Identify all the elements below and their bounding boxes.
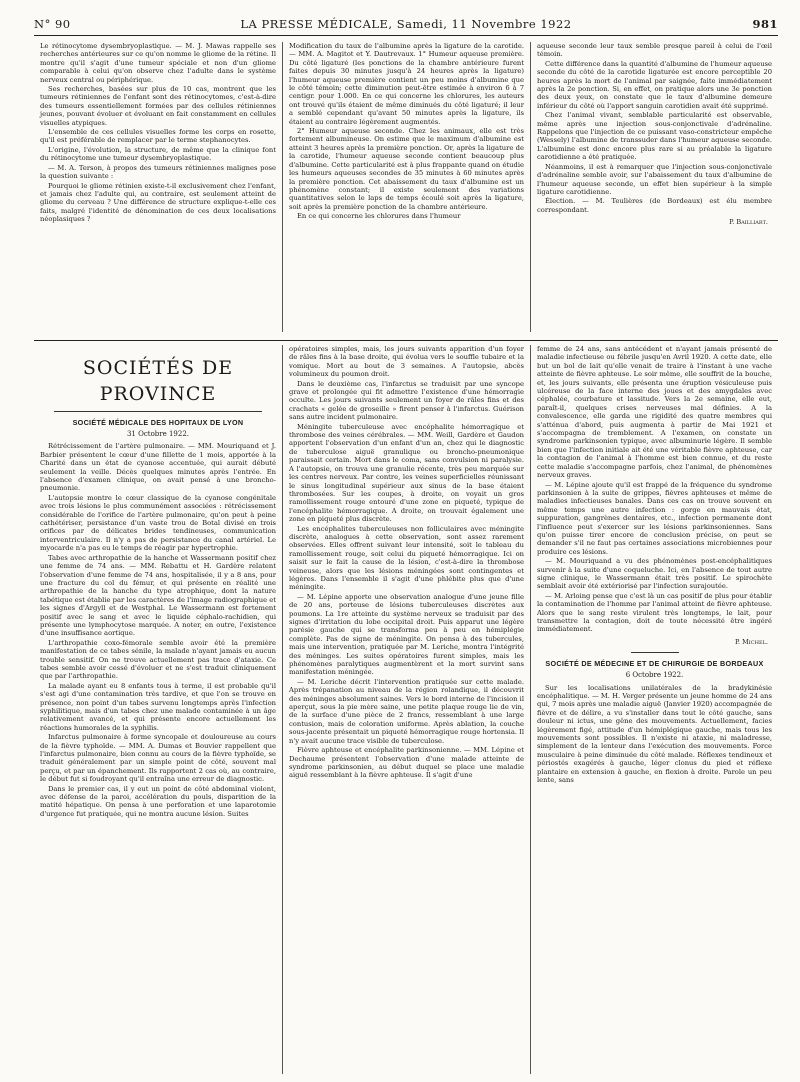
paragraph: aqueuse seconde leur taux semble presque pareil à celui de l'œil témoin. xyxy=(537,42,772,59)
bottom-column-3 xyxy=(530,345,778,1074)
session-date: 31 Octobre 1922. xyxy=(126,430,190,438)
author-signature: P. Bailliart. xyxy=(729,218,768,227)
paragraph: — M. Leriche décrit l'intervention pratiquée sur cette malade. Après trépanation au niveau de la région rolandique, il découvrit des méninges absolument saines. Vers le bord interne de l'incision il aperçut, sous la pie mère saine, une petite plaque rouge lie de vin, de la surface d'une pièce de 2 francs, ressemblant à une large contusion, mais de coloration uniforme. Après ablation, la couche sous-jacente présentait un piqueté hémorragique rouge hortensia. Il n'y avait aucune trace visible de tuberculose. xyxy=(289,677,524,745)
paragraph: Infarctus pulmonaire à forme syncopale et douloureuse au cours de la fièvre typhoïde. — MM. A. Dumas et Bouvier rappellent que l'infarctus pulmonaire, bien connu au cours de la fièvre typhoïde, se traduit généralement par un simple point de côté, souvent mal perçu, et par un épanchement. Ils rapportent 2 cas où, au contraire, le début fut si foudroyant qu'il entraîna une erreur de diagnostic. xyxy=(40,733,276,784)
section-title: SOCIÉTÉS DE PROVINCE xyxy=(82,357,234,405)
paragraph: Élection. — M. Teulières (de Bordeaux) est élu membre correspondant. xyxy=(537,197,772,214)
page-number: 981 xyxy=(752,17,778,31)
journal-title: LA PRESSE MÉDICALE, Samedi, 11 Novembre 1922 xyxy=(240,17,572,31)
paragraph: Dans le premier cas, il y eut un point de côté abdominal violent, avec défense de la paroi, accélération du pouls, disparition de la matité hépatique. On pensa à une perforation et une laparotomie d'urgence fut pratiquée, qui ne montra aucune lésion. Suites xyxy=(40,784,276,818)
top-column-1 xyxy=(34,42,282,332)
paragraph: La malade ayant eu 8 enfants tous à terme, il est probable qu'il s'est agi d'une contamination très tardive, et que l'on se trouve en présence, non point d'un tabes survenu longtemps après l'infection syphilitique, mais d'un tabes chez une malade contaminée à un âge relativement avancé, et qui présente encore actuellement les réactions humorales de la syphilis. xyxy=(40,681,276,732)
paragraph: L'ensemble de ces cellules visuelles forme les corps en rosette, qu'il est préférable de remplacer par le terme stephanocytes. xyxy=(40,128,276,145)
paragraph: Pourquoi le gliome rétinien existe-t-il exclusivement chez l'enfant, et jamais chez l'adulte qui, au contraire, est seulement atteint de gliome du cerveau ? Une différence de structure explique-t-elle ces faits, malgré l'identité de dénomination de ces deux localisations néoplasiques ? xyxy=(40,181,276,224)
paragraph: — M. Mouriquand a vu des phénomènes post-encéphalitiques survenir à la suite d'une coqueluche. Ici, en l'absence de tout autre signe clinique, le Wassermann était très positif. Le spirochète semblait avoir été extériorisé par l'infection surajoutée. xyxy=(537,557,772,591)
top-band xyxy=(34,42,778,332)
paragraph: L'autopsie montre le cœur classique de la cyanose congénitale avec trois lésions le plus communément associées : rétrécissement considérable de l'orifice de l'artère pulmonaire, qu'on peut à peine cathétériser, persistance d'un vaste trou de Botal divisé en trois orifices par de délicates brides tendineuses, communication interventriculaire. Il n'y a pas de persistance du canal artériel. Le myocarde n'a pas eu le temps de réagir par hypertrophie. xyxy=(40,493,276,553)
author-signature: P. Michel. xyxy=(734,637,768,646)
running-header xyxy=(34,14,778,36)
paragraph: Modification du taux de l'albumine après la ligature de la carotide. — MM. A. Magitot et Y. Dautrevaux. 1° Humeur aqueuse première. Du côté ligaturé (les ponctions de la chambre antérieure furent faites depuis 30 minutes jusqu'à 24 heures après la ligature) l'humeur aqueuse première contient un peu moins d'albumine que le côté témoin; cette diminution peut-être estimée à environ 6 à 7 centigr. pour 1.000. En ce qui concerne les chlorures, les auteurs ont trouvé qu'ils étaient de même diminués du côté ligaturé; il leur a semblé cependant qu'avant 50 minutes après la ligature, ils étaient au contraire légèrement augmentés. xyxy=(289,42,524,126)
paragraph: En ce qui concerne les chlorures dans l'humeur xyxy=(297,212,461,221)
paragraph: Néanmoins, il est à remarquer que l'injection sous-conjonctivale d'adrénaline semble avoir, sur l'abaissement du taux d'albumine de l'humeur aqueuse seconde, un effet bien supérieur à la simple ligature carotidienne. xyxy=(537,162,772,196)
paragraph: — M. Lépine apporte une observation analogue d'une jeune fille de 20 ans, porteuse de lésions tuberculeuses discrètes aux poumons. La 1re atteinte du système nerveux se traduisit par des signes d'irritation du lobe occipital droit. Puis apparut une légère parésie gauche qui se transforma peu à peu en hémiplégie complète. Pas de signe de méningite. On pensa à des tubercules, mais une intervention, pratiquée par M. Leriche, montra l'intégrité des méninges. Les suites opératoires furent simples, mais les phénomènes paralytiques augmentèrent et la mort survint sans manifestation méningée. xyxy=(289,592,524,677)
top-column-3 xyxy=(530,42,778,332)
bottom-column-2 xyxy=(282,345,530,1074)
paragraph: L'origine, l'évolution, la structure, de même que la clinique font du rétinocytome une tumeur dysembryoplastique. xyxy=(40,145,276,163)
paragraph: femme de 24 ans, sans antécédent et n'ayant jamais présenté de maladie infectieuse ou fébrile jusqu'en Avril 1920. A cette date, elle but un bol de lait qu'elle venait de traire à l'instant à une vache atteinte de fièvre aphteuse. Le soir même, elle souffrit de la bouche, et, les jours suivants, elle présenta une éruption vésiculeuse puis ulcéreuse de la face interne des joues et des amygdales avec céphalée, courbature et lassitude. Vers la 2e semaine, elle eut, paraît-il, quelques crises nerveuses mal définies. A la convalescence, elle garda une rigidité des quatre membres qui s'atténua d'abord, puis augmenta à partir de Mai 1921 et s'accompagna de tremblement. A l'examen, on constate un syndrome parkinsonien typique, avec albuminurie légère. Il semble bien que l'infection initiale ait été une véritable fièvre aphteuse, car la contagion de l'animal à l'homme est bien connue, et du reste cette maladie s'accompagne parfois, chez l'animal, de phénomènes nerveux graves. xyxy=(537,345,772,480)
paragraph: Rétrécissement de l'artère pulmonaire. — MM. Mouriquand et J. Barbier présentent le cœur d'une fillette de 1 mois, apportée à la Charité dans un état de cyanose accentuée, qui aurait débuté seulement la veille. Décès quelques minutes après l'entrée. En l'absence d'examen clinique, on avait pensé à une broncho-pneumonie. xyxy=(40,442,276,493)
paragraph: opératoires simples, mais, les jours suivants apparition d'un foyer de râles fins à la base droite, qui évolua vers le souffle tubaire et la vomique. Mort au bout de 3 semaines. A l'autopsie, abcès volumineux du poumon droit. xyxy=(289,345,524,379)
society-heading: SOCIÉTÉ MÉDICALE DES HOPITAUX DE LYON xyxy=(72,418,244,427)
section-divider xyxy=(631,652,679,653)
top-column-2 xyxy=(282,42,530,332)
paragraph: Les encéphalites tuberculeuses non folliculaires avec méningite discrète, analogues à cette observation, sont assez rarement observées. Elles offrent suivant leur intensité, soit le tableau du ramollissement rouge, soit celui du piqueté hémorragique. Ici on saisit sur le fait la cause de la lésion, c'est-à-dire la thrombose veineuse, alors que les lésions méningées sont contingentes et légères. Dans l'ensemble il s'agit d'une phlébite plus que d'une méningite. xyxy=(289,524,524,592)
paragraph: Le rétinocytome dysembryoplastique. — M. J. Mawas rappelle ses recherches antérieures sur ce qu'on nomme le gliome de la rétine. Il montre qu'il s'agit d'une tumeur spéciale et non d'un gliome comparable à celui qu'on observe chez l'adulte dans le système nerveux central ou périphérique. xyxy=(40,42,276,84)
issue-number: N° 90 xyxy=(34,17,71,31)
paragraph: — M. Arloing pense que c'est là un cas positif de plus pour établir la contamination de l'homme par l'animal atteint de fièvre aphteuse. Alors que le sang reste virulent très longtemps, le lait, pour transmettre la contagion, doit de toute nécessité être ingéré immédiatement. xyxy=(537,591,772,634)
paragraph: — M. Lépine ajoute qu'il est frappé de la fréquence du syndrome parkinsonien à la suite de grippes, fièvres aphteuses et même de maladies infectieuses banales. Dans ces cas on trouve souvent en même temps une autre infection : gorge en mauvais état, suppuration, gangrènes dentaires, etc., infection permanente dont l'influence peut s'exercer sur les lésions parkinsoniennes. Sans qu'on puisse tirer encore de conclusion précise, on peut se demander s'il ne faut pas certaines associations microbiennes pour produire ces lésions. xyxy=(537,480,772,556)
paragraph: Dans le deuxième cas, l'infarctus se traduisit par une syncope grave et prolongée qui fit admettre l'existence d'une hémorragie occulte. Les jours suivants seulement un foyer de râles fins et des crachats « gelée de groseille » firent penser à l'infarctus. Guérison sans autre incident pulmonaire. xyxy=(289,379,524,422)
paragraph: — M. A. Terson, à propos des tumeurs rétiniennes malignes pose la question suivante : xyxy=(40,163,276,181)
paragraph: Méningite tuberculeuse avec encéphalite hémorragique et thrombose des veines cérébrales. — MM. Weill, Gardère et Gaudon apportent l'observation d'un enfant d'un an, chez qui le diagnostic de tuberculose aiguë granulique ou broncho-pneumonique paraissait certain. Mort dans le coma, sans convulsion ni paralysie. A l'autopsie, on trouva une granulie récente, très peu marquée sur les centres nerveux. Par contre, les veines superficielles réunissant le sinus longitudinal supérieur aux sinus de la base étaient thrombosées. Sur les coupes, à droite, on voyait un gros ramollissement rouge entouré d'une zone en piqueté, typique de l'encéphalite hémorragique. A droite, on trouvait également une zone en piqueté plus discrète. xyxy=(289,422,524,524)
paragraph: Chez l'animal vivant, semblable particularité est observable, même après une injection sous-conjonctivale d'adrénaline. Rappelons que l'injection de ce puissant vaso-constricteur empêche (Wessely) l'albumine de transsuder dans l'humeur aqueuse seconde. L'albumine est donc encore plus rare si au préalable la ligature carotidienne a été pratiquée. xyxy=(537,111,772,162)
journal-page xyxy=(34,14,778,1074)
bottom-column-1 xyxy=(34,345,282,1074)
paragraph: Sur les localisations unilatérales de la bradykinésie encéphalitique. — M. H. Verger présente un jeune homme de 24 ans qui, 7 mois après une maladie aiguë (Janvier 1920) accompagnée de fièvre et de délire, a vu s'installer dans tout le côté gauche, sans douleur ni ictus, une gêne des mouvements. Actuellement, facies légèrement figé, attitude d'un hémiplégique gauche, mais tous les mouvements sont possibles. Il n'existe ni ataxie, ni maladresse, simplement de la lenteur dans l'exécution des mouvements. Force musculaire à peine diminuée du côté malade. Réflexes tendineux et périostés exagérés à gauche, léger clonus du pied et réflexe plantaire en extension à gauche, en flexion à droite. Parole un peu lente, sans xyxy=(537,683,772,785)
title-rule xyxy=(54,411,262,412)
paragraph: Cette différence dans la quantité d'albumine de l'humeur aqueuse seconde du côté de la carotide ligaturée est encore perceptible 20 heures après la mort de l'animal par saignée, faite immédiatement après la 2e ponction. Si, en effet, on pratique alors une 3e ponction des deux yeux, on constate que le taux d'albumine demeure inférieur du côté où l'apport sanguin carotidien avait été supprimé. xyxy=(537,59,772,110)
bottom-band xyxy=(34,340,778,1074)
paragraph: L'arthropathie coxo-fémorale semble avoir été la première manifestation de ce tabes sénile, la malade n'ayant jamais eu aucun trouble sensitif. On ne trouve actuellement pas trace d'ataxie. Ce tabes semble avoir cessé d'évoluer et ne s'est traduit cliniquement que par l'arthropathie. xyxy=(40,638,276,681)
paragraph: Tabes avec arthropathie de la hanche et Wassermann positif chez une femme de 74 ans. — MM. Rebattu et H. Gardère relatent l'observation d'une femme de 74 ans, hospitalisée, il y a 8 ans, pour une fracture du col du fémur, et qui présente en réalité une arthropathie de la hanche du type atrophique, dont la nature tabétique est établie par les caractères de l'image radiographique et les signes d'Argyll et de Westphal. Le Wassermann est fortement positif avec le sang et avec le liquide céphalo-rachidien, qui présente une lymphocytose marquée. A noter, en outre, l'existence d'une insuffisance aortique. xyxy=(40,553,276,638)
session-date: 6 Octobre 1922. xyxy=(625,671,684,680)
paragraph: Fièvre aphteuse et encéphalite parkinsonienne. — MM. Lépine et Dechaume présentent l'observation d'une malade atteinte de syndrome parkinsonien, au début duquel se place une maladie aiguë ressemblant à la fièvre aphteuse. Il s'agit d'une xyxy=(289,746,524,780)
paragraph: Ses recherches, basées sur plus de 10 cas, montrent que les tumeurs rétiniennes de l'enfant sont des rétinocytomes, c'est-à-dire des tumeurs essentiellement formées par des cellules rétiniennes jeunes, pouvant évoluer et évoluant en fait constamment en cellules visuelles atypiques. xyxy=(40,85,276,127)
society-heading: SOCIÉTÉ DE MÉDECINE ET DE CHIRURGIE DE BORDEAUX xyxy=(545,659,764,669)
paragraph: 2° Humeur aqueuse seconde. Chez les animaux, elle est très fortement albumineuse. On estime que le maximum d'albumine est atteint 3 heures après la première ponction. Or, après la ligature de la carotide, l'humeur aqueuse seconde contient beaucoup plus d'albumine. Cette particularité est à plus frappante quand on étudie les humeurs aqueuses secondes de 35 minutes à 60 minutes après la première ponction. Cet abaissement du taux d'albumine est un phénomène constant; il existe seulement des variations quantitatives selon le laps de temps écoulé soit après la ligature, soit après la première ponction de la chambre antérieure. xyxy=(289,127,524,211)
